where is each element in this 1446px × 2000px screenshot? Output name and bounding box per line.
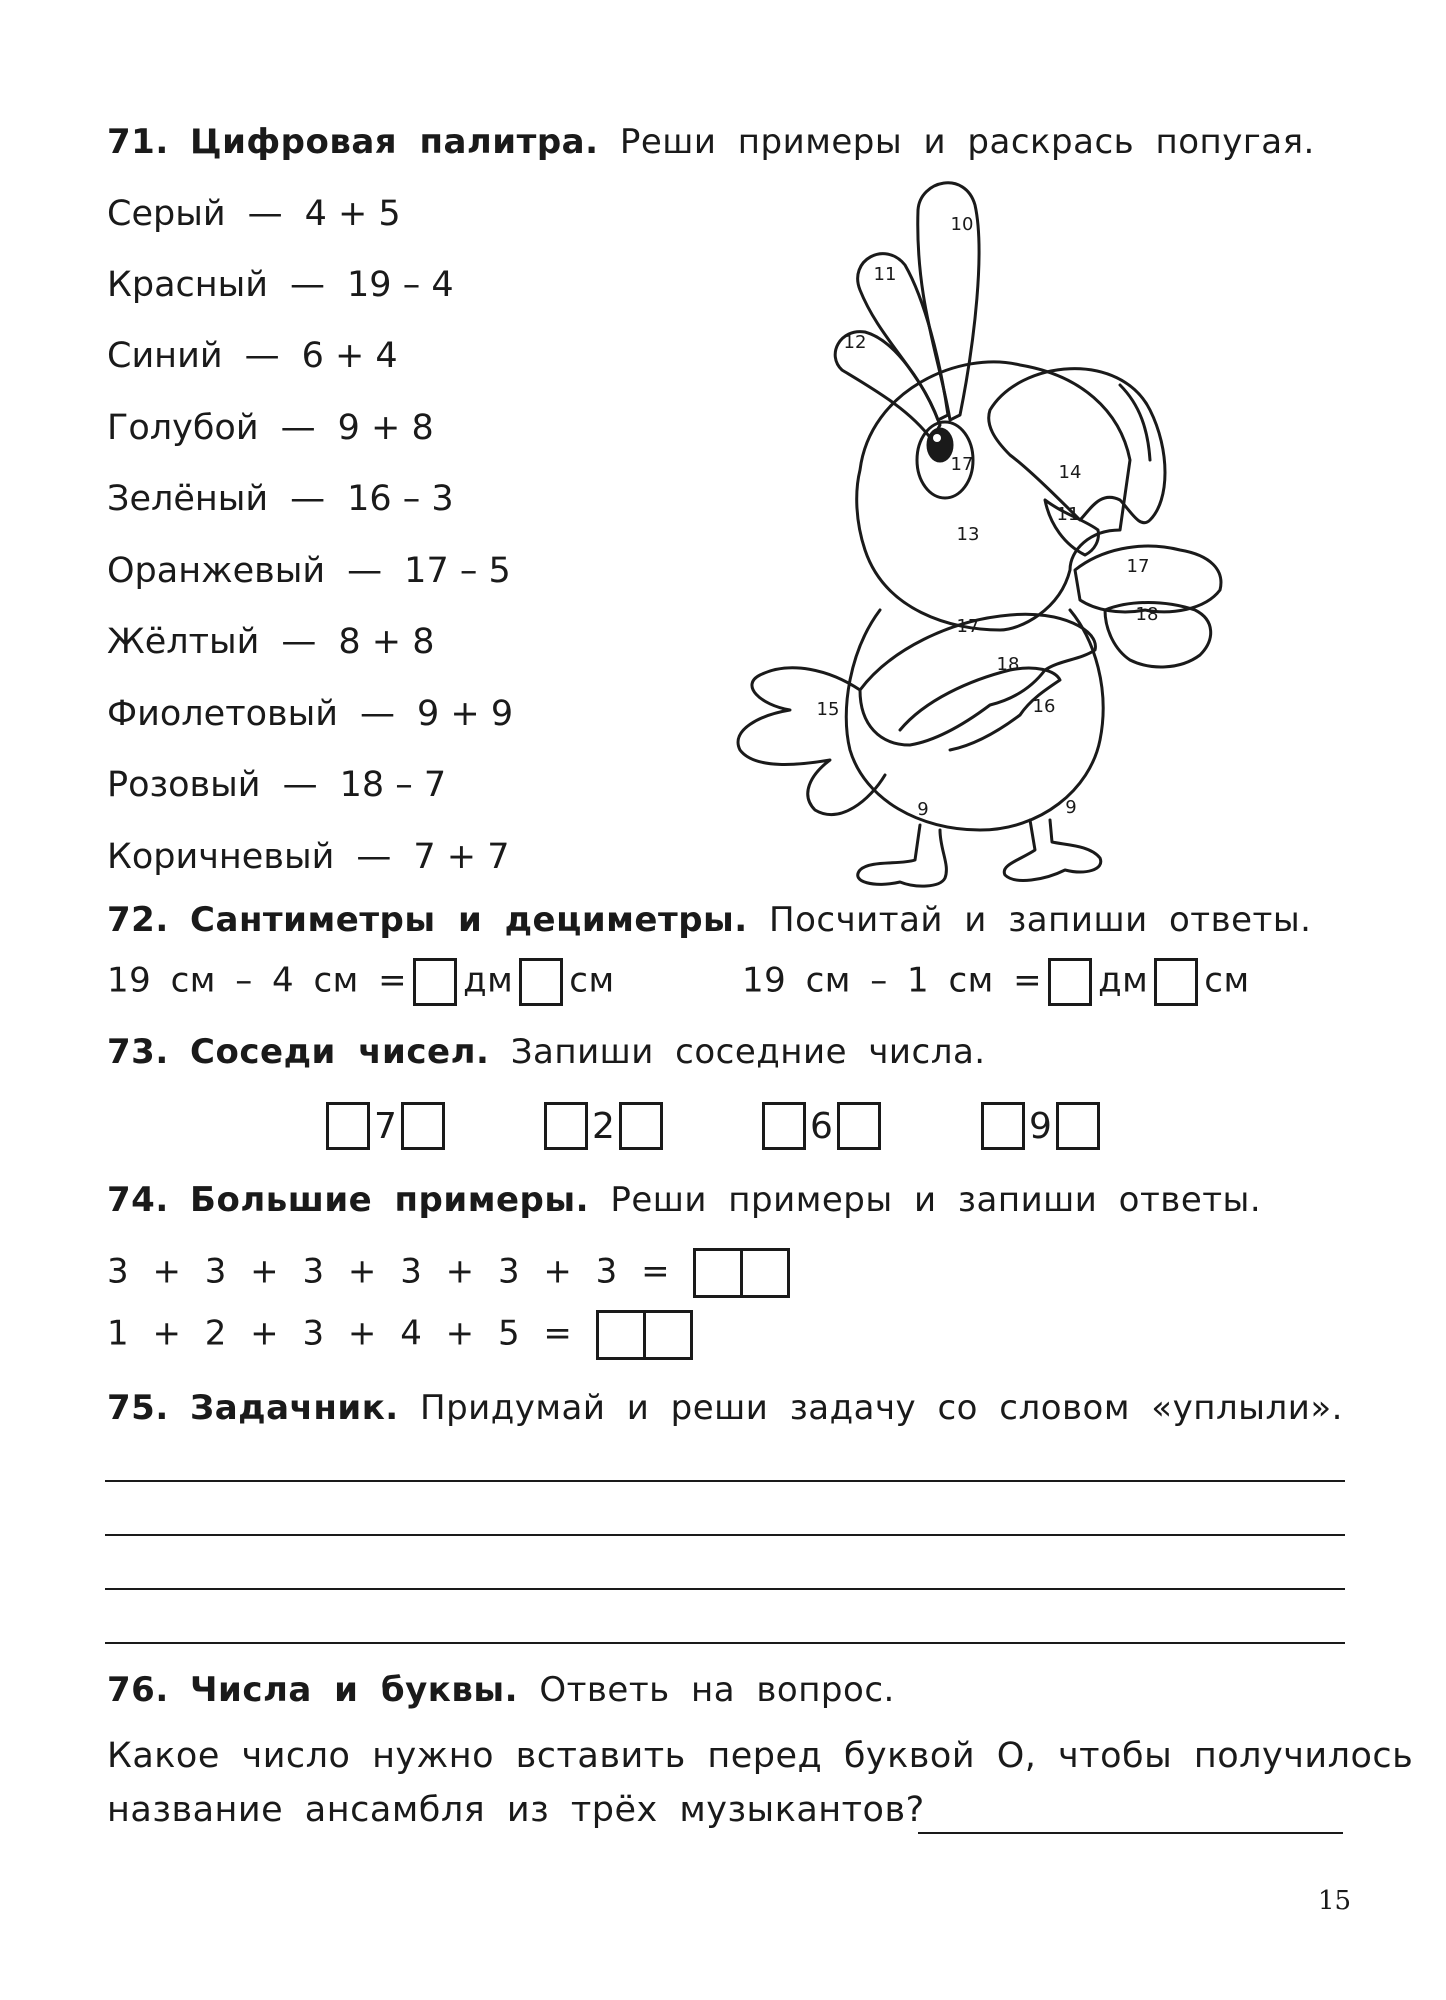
unit-label: дм xyxy=(463,960,514,1001)
task-number: 73. xyxy=(107,1032,169,1072)
color-key-row xyxy=(107,765,468,805)
task-number: 76. xyxy=(107,1670,169,1710)
task-74-example-2 xyxy=(107,1310,693,1360)
neighbor-group xyxy=(322,1102,449,1150)
color-key-row xyxy=(107,837,531,877)
answer-box-previous[interactable] xyxy=(544,1102,588,1150)
region-label: 16 xyxy=(1032,696,1056,717)
task-number: 71. xyxy=(107,122,169,162)
two-digit-answer-box[interactable] xyxy=(596,1310,693,1360)
answer-box-dm[interactable] xyxy=(1048,958,1092,1006)
dash: — xyxy=(244,336,280,376)
dash: — xyxy=(360,694,396,734)
color-expression: 18 – 7 xyxy=(339,765,447,805)
answer-box-next[interactable] xyxy=(837,1102,881,1150)
color-expression: 8 + 8 xyxy=(338,622,435,662)
given-number: 9 xyxy=(1029,1105,1052,1147)
answer-box-next[interactable] xyxy=(619,1102,663,1150)
color-expression: 17 – 5 xyxy=(404,551,511,591)
neighbor-group xyxy=(540,1102,667,1150)
color-key-row xyxy=(107,265,476,305)
given-number: 2 xyxy=(592,1105,615,1147)
answer-box-previous[interactable] xyxy=(762,1102,806,1150)
color-name: Красный xyxy=(107,265,269,305)
expression: 1 + 2 + 3 + 4 + 5 = xyxy=(107,1313,573,1354)
task-73-heading xyxy=(107,1032,986,1072)
color-key-row xyxy=(107,551,533,591)
region-label: 10 xyxy=(950,214,974,235)
tail-15 xyxy=(738,668,885,815)
dash: — xyxy=(282,765,318,805)
given-number: 6 xyxy=(810,1105,833,1147)
two-digit-answer-box[interactable] xyxy=(693,1248,790,1298)
color-name: Синий xyxy=(107,336,223,376)
color-expression: 19 – 4 xyxy=(347,265,454,305)
given-number: 7 xyxy=(374,1105,397,1147)
color-name: Жёлтый xyxy=(107,622,260,662)
task-instruction: Ответь на вопрос. xyxy=(539,1670,895,1710)
color-expression: 6 + 4 xyxy=(301,336,398,376)
dash: — xyxy=(356,837,392,877)
answer-writing-line[interactable] xyxy=(105,1480,1345,1482)
question-text-line-2: название ансамбля из трёх музыкантов? xyxy=(107,1790,925,1830)
task-74-example-1 xyxy=(107,1248,790,1298)
region-label: 13 xyxy=(956,524,980,545)
dash: — xyxy=(247,194,283,234)
color-key-row xyxy=(107,336,420,376)
region-label: 18 xyxy=(1135,604,1159,625)
dash: — xyxy=(347,551,383,591)
expression: 19 см – 4 см = xyxy=(107,960,408,1001)
color-name: Голубой xyxy=(107,408,259,448)
task-76-heading xyxy=(107,1670,895,1710)
answer-box-previous[interactable] xyxy=(326,1102,370,1150)
answer-box-next[interactable] xyxy=(1056,1102,1100,1150)
task-72-example-1 xyxy=(107,958,615,1006)
region-label: 9 xyxy=(917,799,929,820)
expression: 19 см – 1 см = xyxy=(742,960,1043,1001)
task-title: Соседи чисел. xyxy=(190,1032,490,1072)
answer-box-cm[interactable] xyxy=(1154,958,1198,1006)
task-instruction: Посчитай и запиши ответы. xyxy=(769,900,1312,940)
answer-writing-line[interactable] xyxy=(105,1588,1345,1590)
color-key-row xyxy=(107,694,535,734)
task-instruction: Придумай и реши задачу со словом «уплыли». xyxy=(420,1388,1343,1428)
parrot-pupil xyxy=(928,429,952,461)
answer-writing-line[interactable] xyxy=(105,1642,1345,1644)
answer-line[interactable] xyxy=(918,1832,1343,1834)
task-72-heading xyxy=(107,900,1312,940)
task-title: Большие примеры. xyxy=(190,1180,590,1220)
beak-upper xyxy=(989,369,1165,523)
unit-label: см xyxy=(1204,960,1250,1001)
task-title: Задачник. xyxy=(190,1388,399,1428)
beak-nostril xyxy=(1120,385,1150,460)
task-71-heading xyxy=(107,122,1315,162)
task-title: Цифровая палитра. xyxy=(190,122,599,162)
region-label: 15 xyxy=(816,699,840,720)
right-leg xyxy=(1004,820,1101,880)
color-name: Зелёный xyxy=(107,479,269,519)
task-number: 72. xyxy=(107,900,169,940)
region-label: 17 xyxy=(950,454,974,475)
neighbor-group xyxy=(758,1102,885,1150)
task-74-heading xyxy=(107,1180,1261,1220)
page-number: 15 xyxy=(1318,1886,1352,1916)
color-name: Розовый xyxy=(107,765,261,805)
dash: — xyxy=(280,408,316,448)
color-key-row xyxy=(107,194,423,234)
answer-box-dm[interactable] xyxy=(413,958,457,1006)
color-expression: 16 – 3 xyxy=(347,479,454,519)
color-key-row xyxy=(107,479,476,519)
task-title: Сантиметры и дециметры. xyxy=(190,900,748,940)
task-72-example-2 xyxy=(742,958,1250,1006)
parrot-coloring-picture[interactable] xyxy=(700,170,1320,890)
unit-label: дм xyxy=(1098,960,1149,1001)
question-text-line-1: Какое число нужно вставить перед буквой О, чтобы получилось xyxy=(107,1736,1414,1776)
region-label: 9 xyxy=(1065,797,1077,818)
task-number: 74. xyxy=(107,1180,169,1220)
dash: — xyxy=(290,479,326,519)
answer-box-cm[interactable] xyxy=(519,958,563,1006)
answer-writing-line[interactable] xyxy=(105,1534,1345,1536)
color-key-row xyxy=(107,622,457,662)
task-instruction: Реши примеры и раскрась попугая. xyxy=(619,122,1315,162)
color-name: Оранжевый xyxy=(107,551,326,591)
expression: 3 + 3 + 3 + 3 + 3 + 3 = xyxy=(107,1251,671,1292)
task-title: Числа и буквы. xyxy=(190,1670,518,1710)
left-leg xyxy=(858,825,947,886)
region-label: 12 xyxy=(843,332,867,353)
region-label: 11 xyxy=(1056,504,1080,525)
color-name: Коричневый xyxy=(107,837,335,877)
neighbor-group xyxy=(977,1102,1104,1150)
region-label: 11 xyxy=(873,264,897,285)
region-label: 17 xyxy=(1126,556,1150,577)
dash: — xyxy=(281,622,317,662)
task-number: 75. xyxy=(107,1388,169,1428)
unit-label: см xyxy=(569,960,615,1001)
color-expression: 9 + 9 xyxy=(417,694,514,734)
dash: — xyxy=(290,265,326,305)
color-name: Серый xyxy=(107,194,226,234)
color-key-row xyxy=(107,408,456,448)
parrot-head xyxy=(857,362,1130,630)
region-label: 17 xyxy=(956,616,980,637)
color-expression: 9 + 8 xyxy=(337,408,434,448)
color-name: Фиолетовый xyxy=(107,694,339,734)
task-instruction: Реши примеры и запиши ответы. xyxy=(610,1180,1262,1220)
answer-box-next[interactable] xyxy=(401,1102,445,1150)
task-instruction: Запиши соседние числа. xyxy=(510,1032,986,1072)
task-75-heading xyxy=(107,1388,1343,1428)
region-label: 14 xyxy=(1058,462,1082,483)
answer-box-previous[interactable] xyxy=(981,1102,1025,1150)
color-expression: 4 + 5 xyxy=(304,194,401,234)
color-expression: 7 + 7 xyxy=(413,837,510,877)
region-label: 18 xyxy=(996,654,1020,675)
